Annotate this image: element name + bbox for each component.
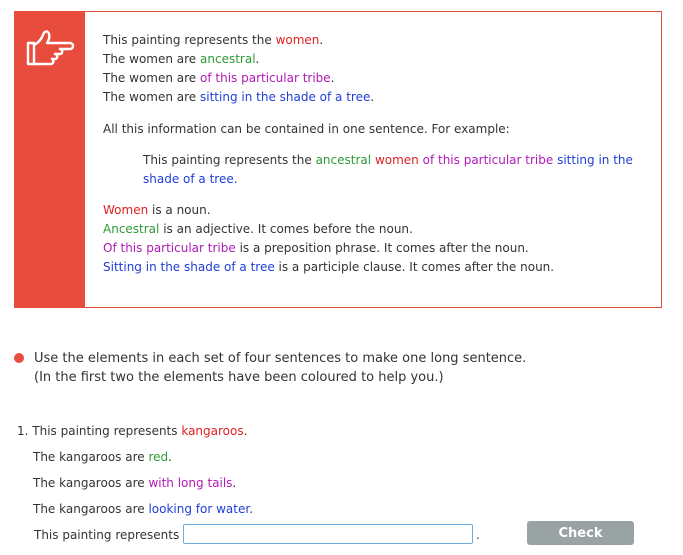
tip-sentence: [103, 69, 643, 88]
explanation-line: [103, 239, 643, 258]
tip-sentence-segment: This painting represents the: [103, 33, 276, 47]
tip-explanations: [103, 201, 643, 277]
exercise-segment: The kangaroos are: [33, 476, 149, 490]
tip-sentence: [103, 31, 643, 50]
tip-sentence-segment: .: [370, 90, 375, 104]
explanation-line: [103, 220, 643, 239]
tip-example: [103, 151, 643, 189]
tip-sentence-segment: sitting in the shade of a tree: [200, 90, 371, 104]
exercise-sentence: [17, 499, 253, 525]
example-segment: This painting represents the: [143, 153, 316, 167]
exercise-segment: This painting represents: [32, 424, 182, 438]
tip-sentence-segment: The women are: [103, 52, 201, 66]
answer-prefix: This painting represents: [34, 528, 180, 542]
example-segment: sitting in the shade of a tree: [143, 153, 633, 186]
explanation-segment: Sitting in the shade of a tree: [103, 260, 275, 274]
tip-sidebar: [15, 12, 85, 307]
tip-sentences: [103, 31, 643, 107]
bullet-icon: [14, 353, 24, 363]
tip-sentence-segment: ancestral: [200, 52, 256, 66]
tip-sentence: [103, 50, 643, 69]
tip-sentence-segment: The women are: [103, 71, 201, 85]
exercise-sentence: [17, 473, 253, 499]
explanation-segment: is a preposition phrase. It comes after the noun.: [235, 241, 529, 255]
instruction-line-2: (In the first two the elements have been coloured to help you.): [34, 370, 444, 385]
example-segment: .: [233, 172, 238, 186]
exercise-1: [17, 421, 253, 525]
tip-summary: All this information can be contained in one sentence. For example:: [103, 122, 510, 136]
exercise-segment: .: [249, 502, 254, 516]
example-segment: women: [374, 153, 419, 167]
explanation-line: [103, 258, 643, 277]
exercise-segment: .: [243, 424, 248, 438]
explanation-segment: Ancestral: [103, 222, 160, 236]
exercise-number: 1.: [17, 424, 33, 438]
exercise-segment: .: [232, 476, 237, 490]
exercise-segment: looking for water: [148, 502, 250, 516]
pointing-hand-icon: [24, 26, 76, 70]
tip-panel: [14, 11, 662, 308]
tip-sentence-segment: women: [275, 33, 320, 47]
exercise-segment: with long tails: [148, 476, 233, 490]
explanation-segment: Of this particular tribe: [103, 241, 236, 255]
exercise-segment: .: [168, 450, 172, 464]
instruction-line-1: Use the elements in each set of four sentences to make one long sentence.: [34, 351, 527, 366]
exercise-sentences: [17, 421, 253, 525]
tip-sentence: [103, 88, 643, 107]
explanation-segment: is an adjective. It comes before the noun.: [159, 222, 413, 236]
answer-suffix: .: [476, 528, 480, 542]
exercise-segment: kangaroos: [181, 424, 244, 438]
answer-input[interactable]: [183, 524, 473, 544]
tip-sentence-segment: .: [255, 52, 260, 66]
exercise-sentence: [17, 421, 253, 447]
tip-content: [103, 31, 643, 277]
explanation-line: [103, 201, 643, 220]
example-segment: ancestral: [315, 153, 372, 167]
exercise-segment: The kangaroos are: [33, 502, 149, 516]
exercise-sentence: [17, 447, 253, 473]
check-button[interactable]: Check: [527, 521, 634, 545]
tip-sentence-segment: .: [330, 71, 335, 85]
instruction: [14, 349, 526, 387]
answer-row: [34, 524, 480, 546]
explanation-segment: is a noun.: [148, 203, 211, 217]
tip-sentence-segment: .: [319, 33, 324, 47]
explanation-segment: is a participle clause. It comes after the noun.: [274, 260, 555, 274]
explanation-segment: Women: [103, 203, 149, 217]
exercise-segment: red: [148, 450, 169, 464]
exercise-segment: The kangaroos are: [33, 450, 149, 464]
tip-sentence-segment: of this particular tribe: [200, 71, 331, 85]
example-segment: of this particular tribe: [422, 153, 554, 167]
tip-sentence-segment: The women are: [103, 90, 201, 104]
example-sentence: [143, 151, 643, 189]
